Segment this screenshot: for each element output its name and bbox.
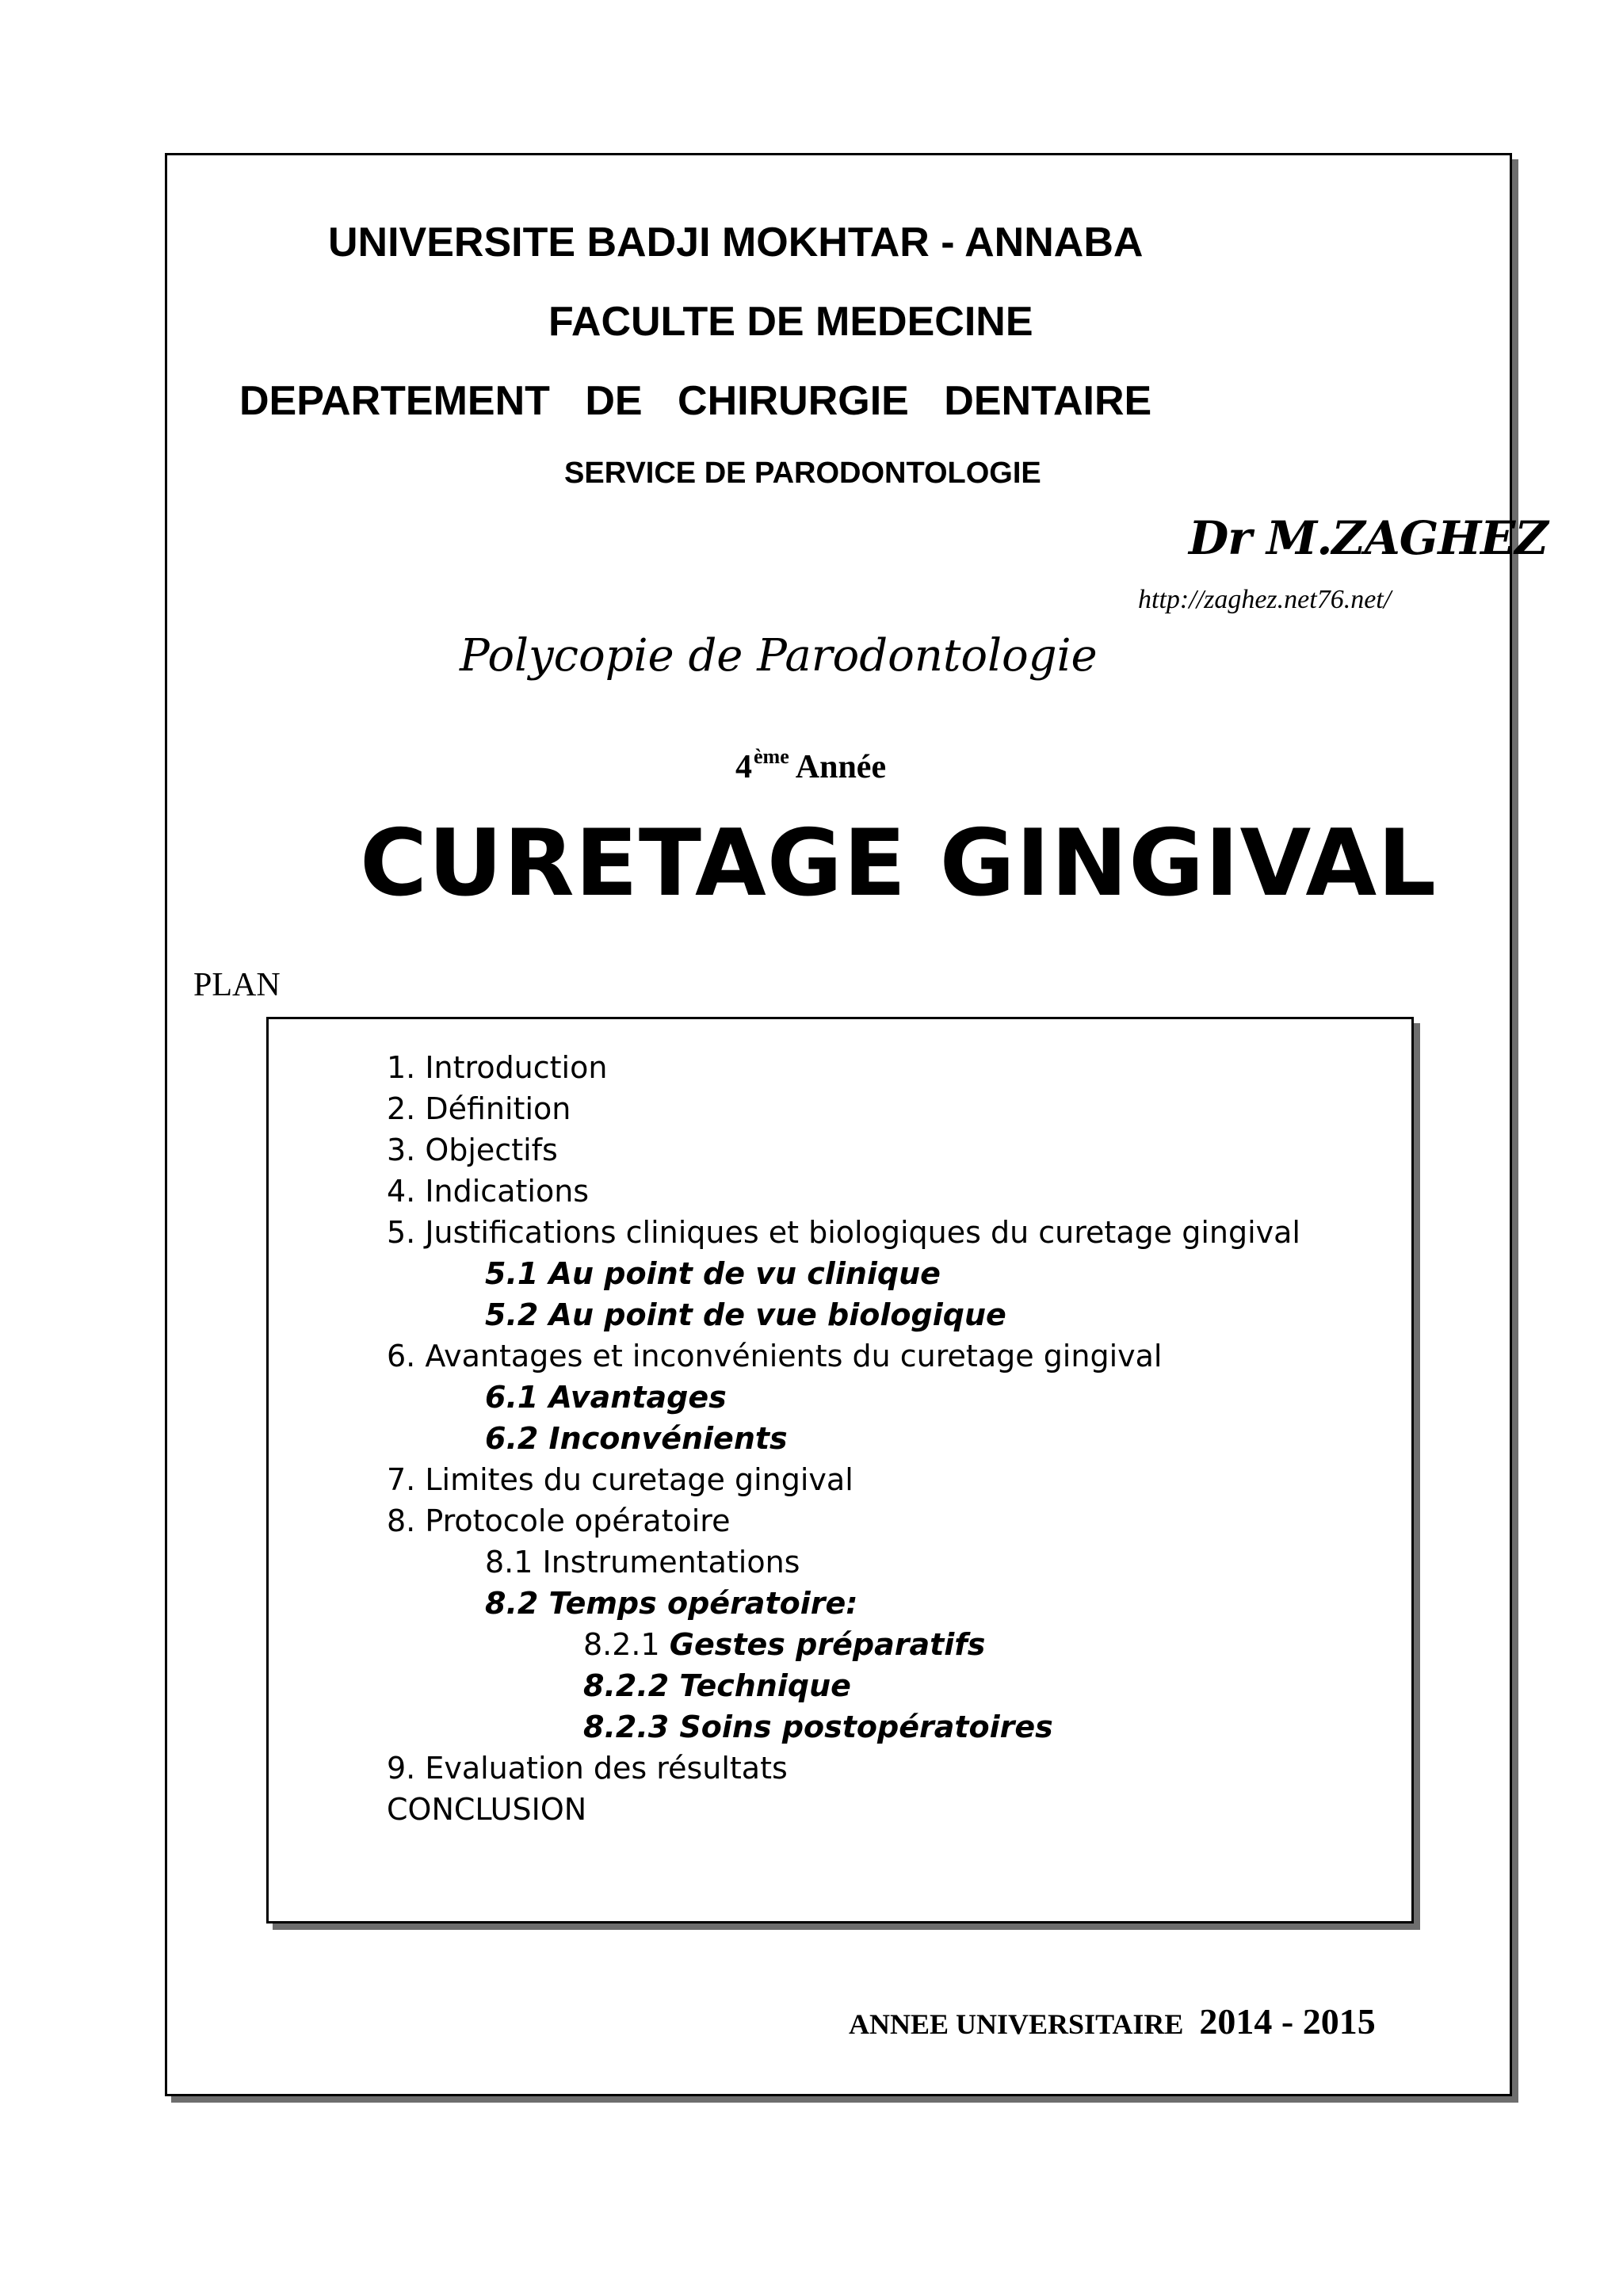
department-name: DEPARTEMENT DE CHIRURGIE DENTAIRE <box>239 378 1152 424</box>
plan-subitem: 8.1 Instrumentations <box>485 1545 800 1580</box>
academic-year-value: 2014 - 2015 <box>1199 2001 1376 2042</box>
university-name: UNIVERSITE BADJI MOKHTAR - ANNABA <box>328 220 1144 266</box>
plan-subitem: 8.2 Temps opératoire: <box>485 1586 858 1621</box>
plan-item: 8. Protocole opératoire <box>387 1503 731 1538</box>
plan-subitem: 5.2 Au point de vue biologique <box>485 1297 1006 1332</box>
plan-subitem: 6.2 Inconvénients <box>485 1421 788 1456</box>
plan-subsubitem: 8.2.2 Technique <box>583 1668 851 1703</box>
plan-subsubitem-emphasis: Gestes préparatifs <box>669 1627 986 1662</box>
plan-item: 1. Introduction <box>387 1050 608 1085</box>
plan-item: 9. Evaluation des résultats <box>387 1751 788 1786</box>
plan-item: 5. Justifications cliniques et biologiques du curetage gingival <box>387 1215 1300 1250</box>
service-name: SERVICE DE PARODONTOLOGIE <box>564 457 1041 490</box>
plan-item: CONCLUSION <box>387 1792 587 1827</box>
document-subtitle: Polycopie de Parodontologie <box>460 630 1098 682</box>
plan-item: 4. Indications <box>387 1174 590 1209</box>
plan-subitem: 5.1 Au point de vu clinique <box>485 1256 941 1291</box>
document-title: CURETAGE GINGIVAL <box>360 810 1438 917</box>
year-suffix: ème <box>754 745 789 768</box>
plan-subitem: 6.1 Avantages <box>485 1380 727 1415</box>
plan-subsubitem: 8.2.3 Soins postopératoires <box>583 1710 1053 1744</box>
year-number: 4 <box>735 749 752 785</box>
plan-item: 3. Objectifs <box>387 1133 558 1167</box>
plan-subsubitem <box>583 1629 985 1660</box>
academic-year-label: ANNEE UNIVERSITAIRE <box>849 2008 1184 2040</box>
academic-year <box>849 2001 1376 2042</box>
plan-item: 2. Définition <box>387 1091 571 1126</box>
author-name: Dr M.ZAGHEZ <box>1189 511 1548 565</box>
plan-subsubitem-number: 8.2.1 <box>583 1627 670 1662</box>
plan-item: 6. Avantages et inconvénients du curetage gingival <box>387 1339 1163 1373</box>
plan-item: 7. Limites du curetage gingival <box>387 1462 854 1497</box>
author-website: http://zaghez.net76.net/ <box>1138 585 1392 614</box>
faculty-name: FACULTE DE MEDECINE <box>548 299 1033 345</box>
year-label: Année <box>795 749 887 785</box>
plan-label: PLAN <box>193 967 281 1003</box>
study-year <box>735 747 886 784</box>
